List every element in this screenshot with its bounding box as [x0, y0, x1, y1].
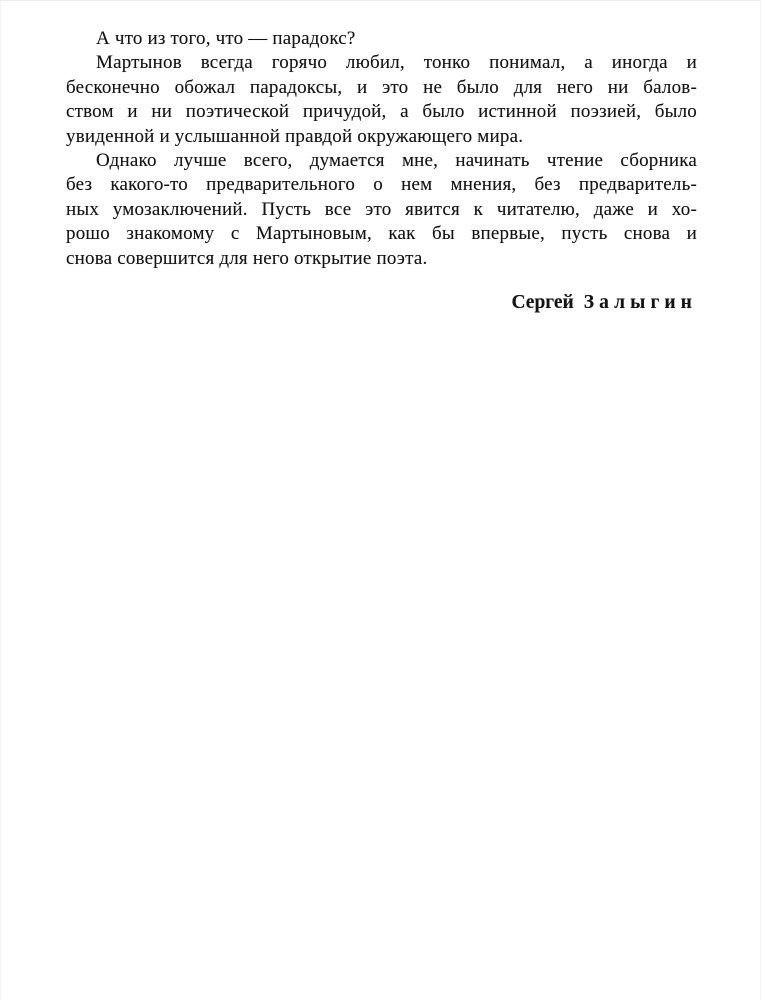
text-line: А что из того, что — парадокс?	[96, 28, 356, 49]
text-line: снова совершится для него открытие поэта.	[66, 247, 428, 269]
text-line: Однако лучше всего, думается мне, начинать чтение сборника	[96, 150, 697, 172]
text-line: Мартынов всегда горячо любил, тонко понимал, а иногда и	[96, 52, 697, 74]
text-line: бесконечно обожал парадоксы, и это не было для него ни балов-	[66, 76, 697, 98]
author-first-name: Сергей	[511, 292, 574, 313]
text-line: рошо знакомому с Мартыновым, как бы впервые, пусть снова и	[66, 223, 697, 245]
author-last-name: Залыгин	[583, 292, 697, 313]
author-signature	[66, 292, 697, 314]
text-line: увиденной и услышанной правдой окружающего мира.	[66, 125, 524, 147]
text-line: без какого-то предварительного о нем мнения, без предваритель-	[66, 174, 697, 196]
text-line: ством и ни поэтической причудой, а было истинной поэзией, было	[66, 101, 697, 123]
text-block	[66, 27, 697, 271]
text-line: ных умозаключений. Пусть все это явится к читателю, даже и хо-	[66, 198, 697, 220]
